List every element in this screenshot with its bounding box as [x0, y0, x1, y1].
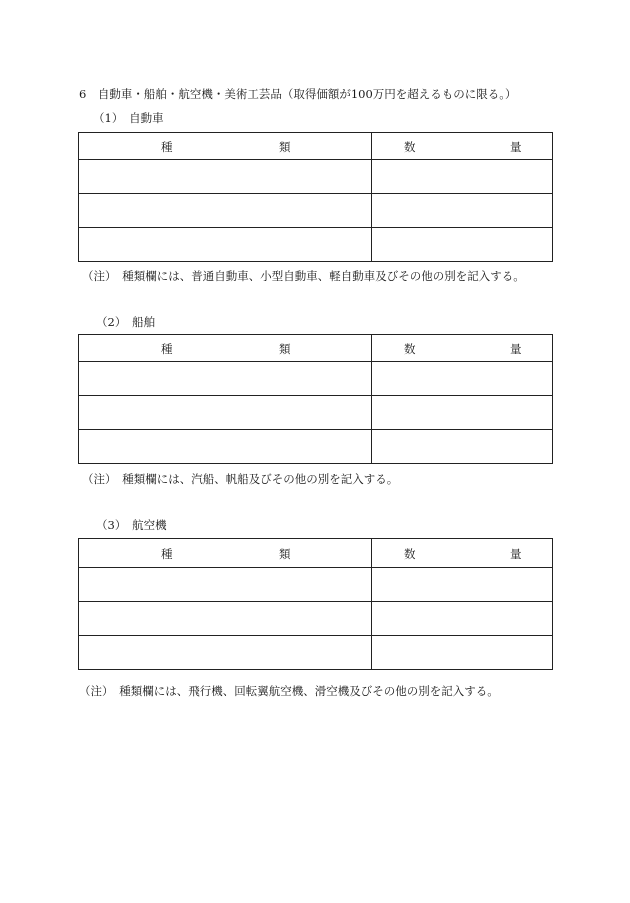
automobile-table: [78, 132, 553, 262]
table-row: [79, 430, 553, 464]
aircraft-table: [78, 538, 553, 670]
kind-header-char-1: 種: [161, 547, 173, 561]
table-header-row: [79, 335, 553, 362]
kind-header-char-1: 種: [161, 342, 173, 356]
kind-header: [79, 539, 372, 568]
quantity-cell[interactable]: [372, 396, 553, 430]
kind-header-char-2: 類: [279, 547, 291, 561]
kind-header-char-2: 類: [279, 342, 291, 356]
kind-cell[interactable]: [79, 602, 372, 636]
kind-header: [79, 335, 372, 362]
kind-cell[interactable]: [79, 430, 372, 464]
kind-cell[interactable]: [79, 228, 372, 262]
quantity-cell[interactable]: [372, 362, 553, 396]
table-header-row: [79, 133, 553, 160]
table-row: [79, 568, 553, 602]
table-row: [79, 636, 553, 670]
kind-cell[interactable]: [79, 362, 372, 396]
table-header-row: [79, 539, 553, 568]
kind-header-char-1: 種: [161, 140, 173, 154]
subsection-title-automobile: （1） 自動車: [93, 111, 164, 125]
quantity-cell[interactable]: [372, 568, 553, 602]
quantity-header-char-1: 数: [404, 547, 416, 561]
automobile-note: （注） 種類欄には、普通自動車、小型自動車、軽自動車及びその他の別を記入する。: [82, 269, 525, 283]
quantity-header-char-2: 量: [510, 140, 522, 154]
table-row: [79, 228, 553, 262]
quantity-cell[interactable]: [372, 160, 553, 194]
kind-cell[interactable]: [79, 194, 372, 228]
table-row: [79, 160, 553, 194]
kind-cell[interactable]: [79, 396, 372, 430]
quantity-header: [372, 335, 553, 362]
kind-cell[interactable]: [79, 160, 372, 194]
table-row: [79, 194, 553, 228]
quantity-header-char-2: 量: [510, 547, 522, 561]
kind-cell[interactable]: [79, 568, 372, 602]
table-row: [79, 396, 553, 430]
kind-header: [79, 133, 372, 160]
table-row: [79, 362, 553, 396]
section-heading: 6 自動車・船舶・航空機・美術工芸品（取得価額が100万円を超えるものに限る。）: [79, 87, 517, 101]
kind-cell[interactable]: [79, 636, 372, 670]
ship-table: [78, 334, 553, 464]
quantity-cell[interactable]: [372, 602, 553, 636]
table-row: [79, 602, 553, 636]
kind-header-char-2: 類: [279, 140, 291, 154]
quantity-header: [372, 539, 553, 568]
quantity-cell[interactable]: [372, 430, 553, 464]
subsection-title-aircraft: （3） 航空機: [96, 518, 167, 532]
quantity-header-char-1: 数: [404, 342, 416, 356]
quantity-cell[interactable]: [372, 228, 553, 262]
quantity-cell[interactable]: [372, 636, 553, 670]
quantity-header-char-1: 数: [404, 140, 416, 154]
ship-note: （注） 種類欄には、汽船、帆船及びその他の別を記入する。: [82, 472, 399, 486]
quantity-header-char-2: 量: [510, 342, 522, 356]
quantity-header: [372, 133, 553, 160]
aircraft-note: （注） 種類欄には、飛行機、回転翼航空機、滑空機及びその他の別を記入する。: [79, 684, 499, 698]
quantity-cell[interactable]: [372, 194, 553, 228]
subsection-title-ship: （2） 船舶: [96, 315, 156, 329]
